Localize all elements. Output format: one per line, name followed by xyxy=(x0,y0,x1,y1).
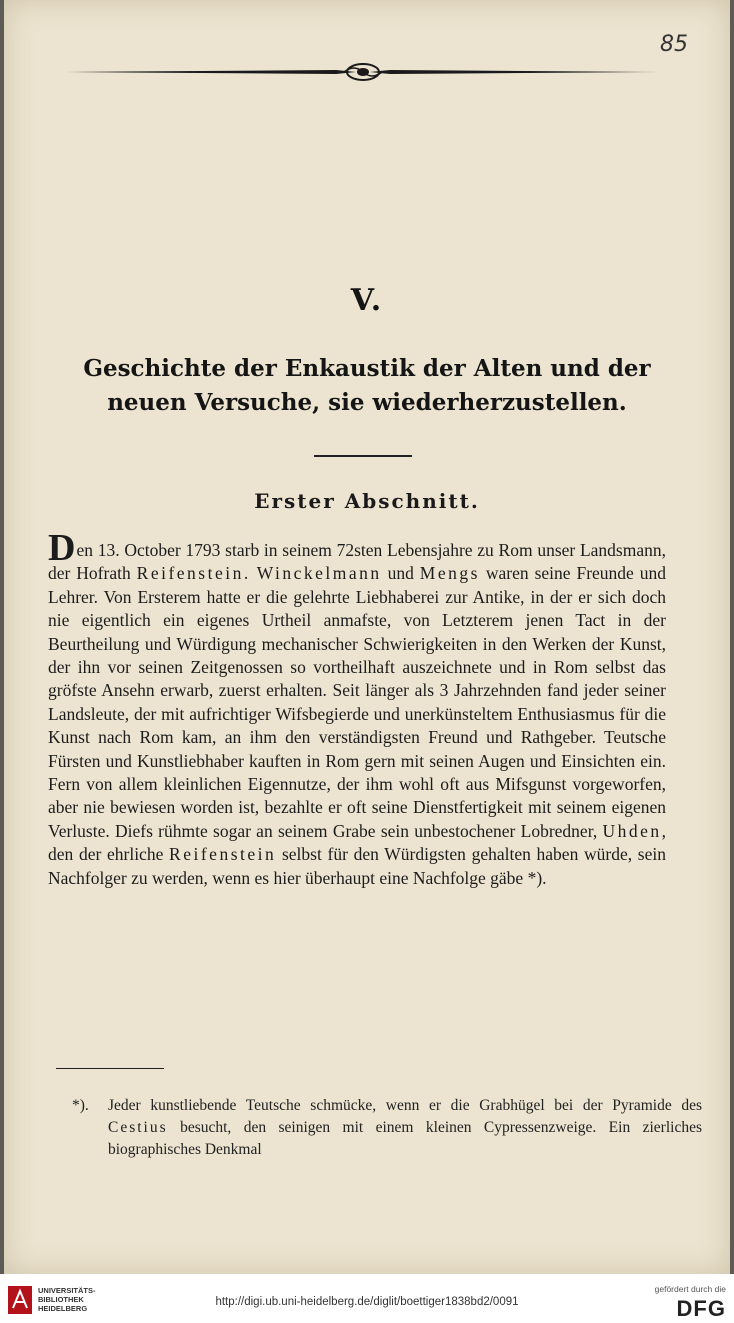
title-rule xyxy=(314,455,412,457)
body-text-4: waren seine Freunde und Lehrer. Von Ersterem hatte er die gelehrte Liebhaberei zur Antike, in der er sich doch nie eigentlich ein eigenes Urtheil anmafste, von Letzterem jenen Tact in der Beurtheilung und Würdigung mechanischer Schwierigkeiten in den Werken der Kunst, der ihn vor seinen Zeitgenossen so vortheilhaft auszeichnete und in Rom selbst das gröfste Ansehn erwarb, zuerst erhalten. Seit länger als 3 Jahrzehnden fand jeder seiner Landsleute, der mit aufrichtiger Wifsbegierde und unerkünsteltem Enthusiasmus für die Kunst nach Rom kam, an ihm den verständigsten Freund und Rathgeber. Teutsche Fürsten und Kunstliebhaber kauften in Rom gern mit seinen Augen und Einsichten ein. Fern von allem kleinlichen Eigennutze, der ihm wohl oft aus Mifsgunst vorgeworfen, aber nie bewiesen worden ist, bezahlte er oft seine Dienstfertigkeit mit seinem eigenen Verluste. Diefs rühmte sogar an seinem Grabe sein unbestochener Lobredner, xyxy=(48,563,667,841)
name-reifenstein-2: Reifenstein xyxy=(169,844,277,865)
name-mengs: Mengs xyxy=(419,563,480,584)
title-line-2: neuen Versuche, sie wiederherzustellen. xyxy=(107,389,627,416)
footnote-mark: *). xyxy=(72,1097,89,1114)
chapter-number: V. xyxy=(350,283,384,318)
body-text-1: en 13. October 1793 starb in seinem 72sten Lebensjahre zu Rom unser Landsmann, der Hofrath xyxy=(48,540,666,584)
name-cestius: Cestius xyxy=(108,1119,168,1136)
funded-by-text: gefördert durch die xyxy=(654,1284,726,1294)
page-number: 85 xyxy=(660,32,688,57)
footnote-rule xyxy=(56,1068,164,1069)
permalink-url[interactable]: http://digi.ub.uni-heidelberg.de/diglit/boettiger1838bd2/0091 xyxy=(215,1296,519,1308)
library-line-1: UNIVERSITÄTS- xyxy=(38,1286,96,1295)
body-text-6: selbst für den Würdigsten gehalten haben würde, sein Nachfolger zu werden, wenn es hier überhaupt eine Nachfolge gäbe *). xyxy=(48,844,666,888)
footnote xyxy=(72,1095,702,1161)
body-text-5: , den der ehrliche xyxy=(48,820,666,865)
name-winckelmann: Winckelmann xyxy=(256,563,382,584)
name-reifenstein: Reifenstein. xyxy=(136,563,251,584)
drop-cap: D xyxy=(48,527,76,569)
footnote-text-1: Jeder kunstliebende Teutsche schmücke, wenn er die Grabhügel bei der Pyramide des xyxy=(108,1097,702,1114)
body-text-3: und xyxy=(381,563,420,584)
library-line-2: BIBLIOTHEK xyxy=(38,1295,84,1304)
body-paragraph xyxy=(48,527,667,890)
ornament-divider xyxy=(66,60,660,84)
library-line-3: HEIDELBERG xyxy=(38,1304,88,1313)
footnote-text-2: besucht, den seinigen mit einem kleinen Cypressenzweige. Ein zierliches biographisches Denkmal xyxy=(108,1119,702,1158)
dfg-logo[interactable]: DFG xyxy=(676,1296,726,1321)
name-uhden: Uhden xyxy=(602,820,662,841)
title-line-1: Geschichte der Enkaustik der Alten und der xyxy=(83,355,651,382)
section-heading: Erster Abschnitt. xyxy=(254,489,480,513)
chapter-title xyxy=(40,352,694,420)
